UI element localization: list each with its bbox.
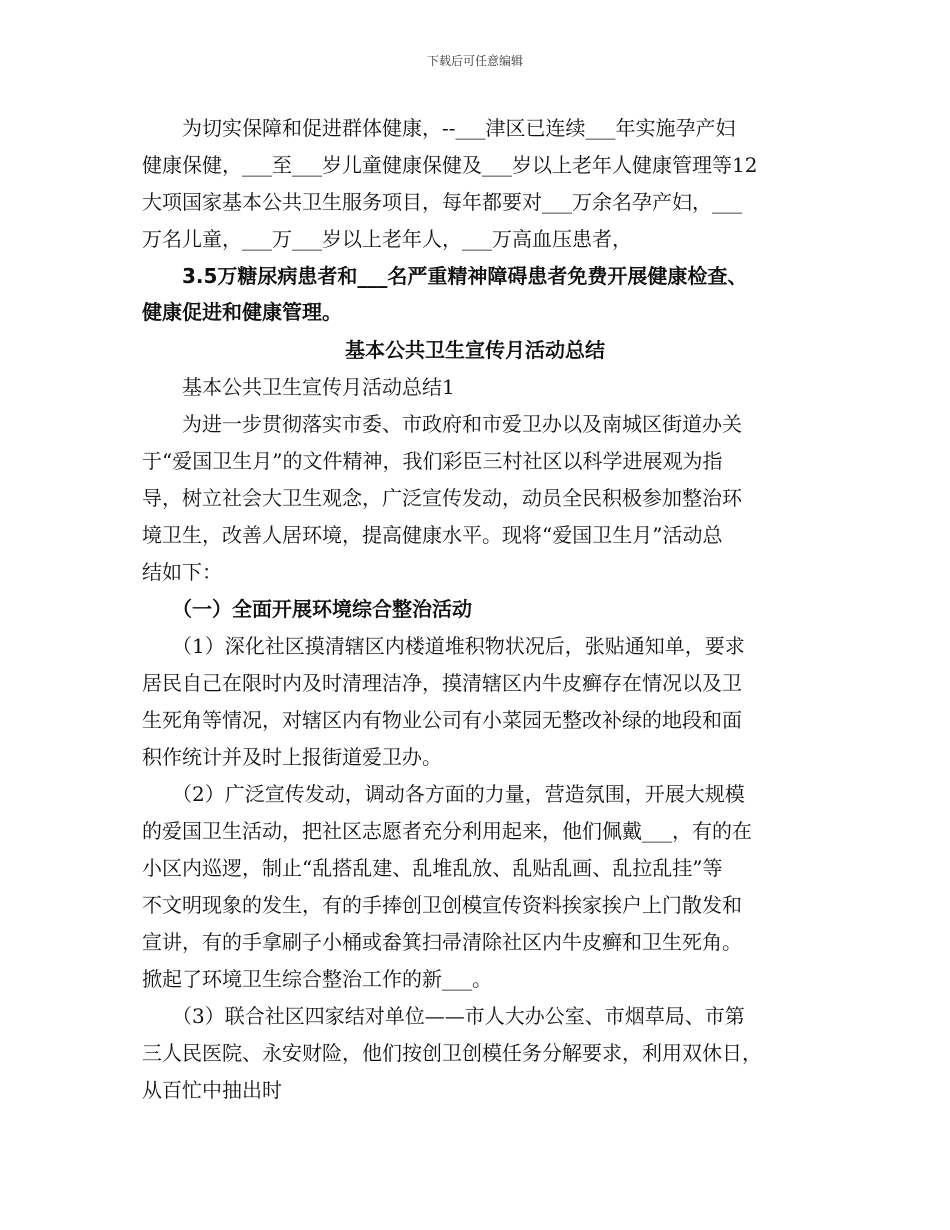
text-line: 宣讲，有的手拿刷子小桶或畚箕扫帚清除社区内牛皮癣和卫生死角。: [142, 930, 742, 954]
text-line: 小区内巡逻，制止“乱搭乱建、乱堆乱放、乱贴乱画、乱拉乱挂”等: [142, 856, 723, 880]
section-heading: （一）全面开展环境综合整治活动: [142, 597, 472, 621]
text-line: 结如下：: [142, 560, 222, 584]
text-line: 为进一步贯彻落实市委、市政府和市爱卫办以及南城区街道办关: [142, 412, 742, 436]
text-line: 大项国家基本公共卫生服务项目，每年都要对___万余名孕产妇，___: [142, 190, 742, 214]
text-line: 的爱国卫生活动，把社区志愿者充分利用起来，他们佩戴___，有的在: [142, 819, 752, 843]
text-line: 掀起了环境卫生综合整治工作的新___。: [142, 967, 492, 991]
text-line: （1）深化社区摸清辖区内楼道堆积物状况后，张贴通知单，要求: [142, 634, 745, 658]
text-line: 境卫生，改善人居环境，提高健康水平。现将“爱国卫生月”活动总: [142, 523, 723, 547]
text-line: 生死角等情况，对辖区内有物业公司有小菜园无整改补绿的地段和面: [142, 708, 742, 732]
text-line: 居民自己在限时内及时清理洁净，摸清辖区内牛皮癣存在情况以及卫: [142, 671, 742, 695]
document-subtitle: 基本公共卫生宣传月活动总结1: [142, 375, 455, 399]
bold-text-line: 3.5万糖尿病患者和___名严重精神障碍患者免费开展健康检查、: [142, 264, 748, 288]
text-line: （3）联合社区四家结对单位——市人大办公室、市烟草局、市第: [142, 1004, 745, 1028]
text-line: 于“爱国卫生月”的文件精神，我们彩臣三村社区以科学进展观为指: [142, 449, 723, 473]
text-line: 为切实保障和促进群体健康，--___津区已连续___年实施孕产妇: [142, 116, 736, 140]
bold-text-line: 健康促进和健康管理。: [142, 300, 342, 324]
text-line: 从百忙中抽出时: [142, 1078, 282, 1102]
text-line: 健康保健，___至___岁儿童健康保健及___岁以上老年人健康管理等12: [142, 153, 758, 177]
text-line: 三人民医院、永安财险，他们按创卫创模任务分解要求，利用双休日，: [142, 1041, 762, 1065]
text-line: 积作统计并及时上报街道爱卫办。: [142, 745, 442, 769]
text-line: 导，树立社会大卫生观念，广泛宣传发动，动员全民积极参加整治环: [142, 486, 742, 510]
text-line: 不文明现象的发生，有的手捧创卫创模宣传资料挨家挨户上门散发和: [142, 893, 742, 917]
text-line: （2）广泛宣传发动，调动各方面的力量，营造氛围，开展大规模: [142, 782, 745, 806]
text-line: 万名儿童，___万___岁以上老年人，___万高血压患者，: [142, 227, 632, 251]
document-title: 基本公共卫生宣传月活动总结: [345, 338, 605, 362]
page-header: 下载后可任意编辑: [426, 54, 523, 68]
